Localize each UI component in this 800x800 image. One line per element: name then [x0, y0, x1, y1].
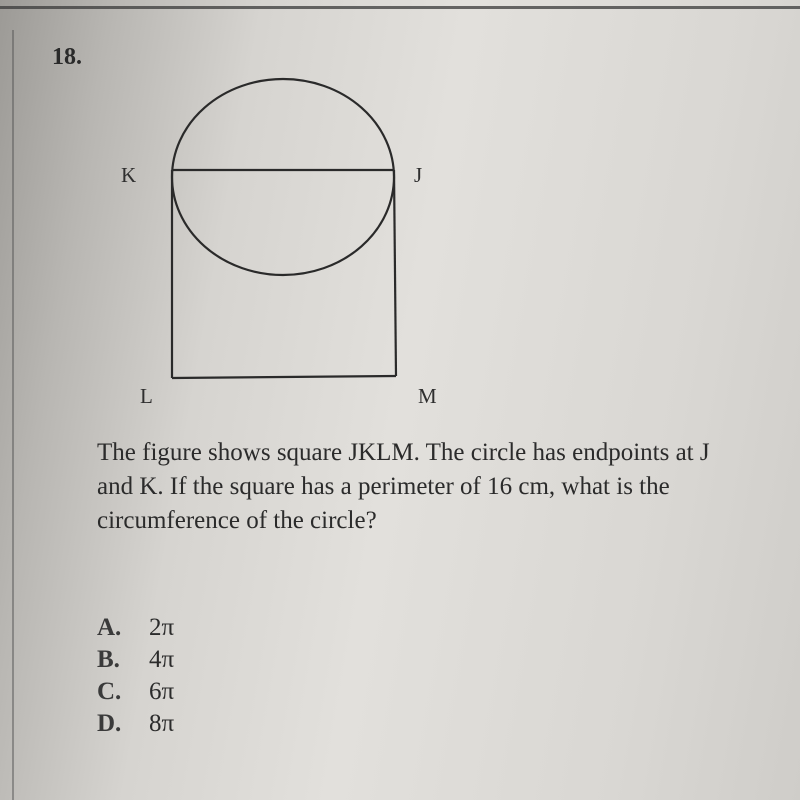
vertex-label-j: J: [414, 163, 423, 187]
choice-text: 8π: [149, 710, 175, 737]
question-number: 18.: [52, 44, 82, 70]
choice-letter: B.: [97, 646, 120, 673]
answer-choices: [97, 612, 174, 740]
segment-jm: [394, 170, 396, 376]
choice-letter: D.: [97, 710, 122, 737]
choice-c[interactable]: [97, 676, 174, 708]
choice-b[interactable]: [97, 644, 174, 676]
choice-d[interactable]: [97, 708, 174, 740]
choice-letter: C.: [97, 678, 122, 705]
choice-text: 6π: [149, 678, 175, 705]
choice-text: 2π: [149, 614, 175, 641]
circle: [172, 79, 394, 275]
segment-lm: [172, 376, 396, 378]
question-text: The figure shows square JKLM. The circle has endpoints at J and K. If the square has a perimeter of 16 cm, what is the circumference of the circle?: [97, 439, 710, 534]
choice-letter: A.: [97, 614, 122, 641]
choice-a[interactable]: [97, 612, 174, 644]
vertex-label-l: L: [140, 384, 153, 408]
vertex-label-k: K: [121, 163, 137, 187]
choice-text: 4π: [149, 646, 175, 673]
vertex-label-m: M: [418, 384, 437, 408]
